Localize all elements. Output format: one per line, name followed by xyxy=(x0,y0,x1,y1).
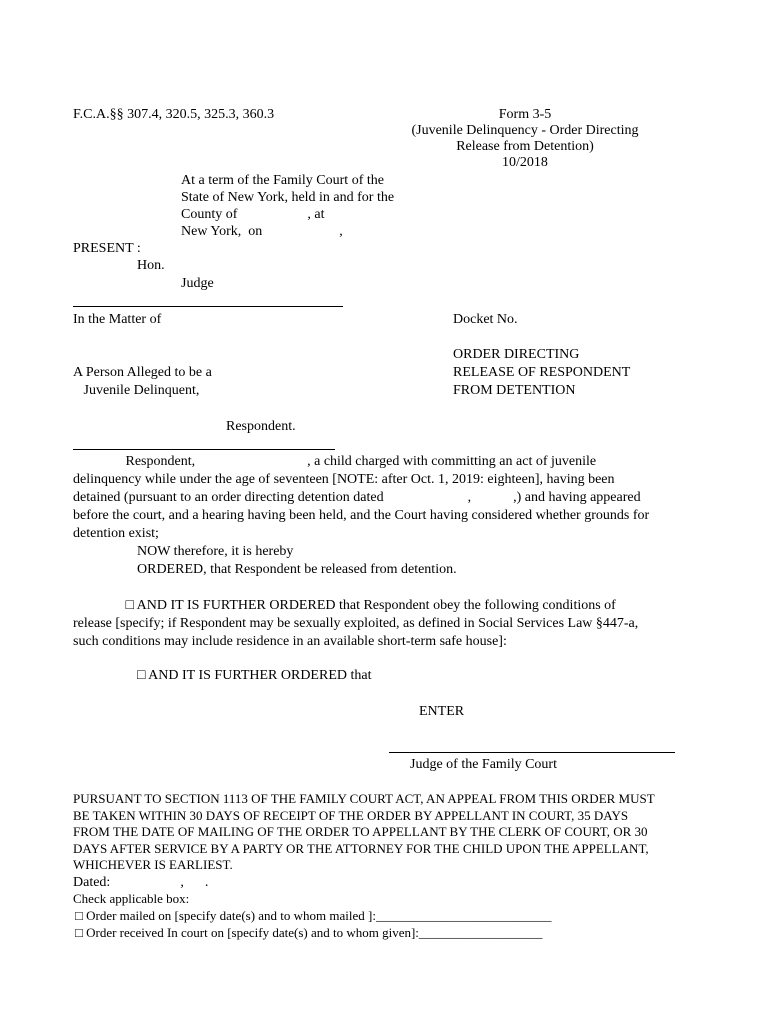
dated-field: Dated: , . xyxy=(73,875,209,890)
form-number: Form 3-5 xyxy=(498,107,552,122)
order-title xyxy=(453,346,630,400)
appeal-line: PURSUANT TO SECTION 1113 OF THE FAMILY COURT ACT, AN APPEAL FROM THIS ORDER MUST xyxy=(73,791,655,806)
body-line: detention exist; xyxy=(73,526,159,541)
respondent-label: Respondent. xyxy=(226,419,296,434)
form-subtitle: Release from Detention) xyxy=(456,139,594,154)
respondent-desc-line: A Person Alleged to be a xyxy=(73,365,212,380)
body-line: Respondent, , a child charged with committing an act of juvenile xyxy=(73,454,597,469)
caption-top-rule xyxy=(73,306,343,307)
court-term-line: County of , at xyxy=(181,207,325,222)
conditions-line: release [specify; if Respondent may be sexually exploited, as defined in Social Services Law §447-a, xyxy=(73,616,639,631)
check-applicable-label: Check applicable box: xyxy=(73,891,190,906)
order-received-checkbox[interactable]: □ Order received In court on [specify date(s) and to whom given]:___________________ xyxy=(75,925,543,940)
judge-label: Judge xyxy=(181,276,214,291)
form-id-block xyxy=(400,106,650,170)
form-type: (Juvenile Delinquency - Order Directing xyxy=(411,123,639,138)
body-paragraph xyxy=(73,453,713,543)
further-ordered-checkbox[interactable]: □ AND IT IS FURTHER ORDERED that xyxy=(137,668,372,683)
in-the-matter: In the Matter of xyxy=(73,312,162,327)
caption-bottom-rule xyxy=(73,449,335,450)
signature-line xyxy=(389,752,675,753)
respondent-description xyxy=(73,364,212,400)
court-term-line: State of New York, held in and for the xyxy=(181,190,395,205)
ordered-clause: ORDERED, that Respondent be released from detention. xyxy=(137,562,457,577)
appeal-line: WHICHEVER IS EARLIEST. xyxy=(73,857,233,872)
further-ordered-conditions xyxy=(73,597,713,651)
now-therefore: NOW therefore, it is hereby xyxy=(137,544,294,559)
order-title-line: ORDER DIRECTING xyxy=(453,347,580,362)
appeal-line: FROM THE DATE OF MAILING OF THE ORDER TO APPELLANT BY THE CLERK OF COURT, OR 30 xyxy=(73,824,648,839)
enter-label: ENTER xyxy=(419,704,465,719)
hon-label: Hon. xyxy=(137,258,165,273)
order-title-line: RELEASE OF RESPONDENT xyxy=(453,365,631,380)
order-mailed-checkbox[interactable]: □ Order mailed on [specify date(s) and to whom mailed ]:___________________________ xyxy=(75,908,552,923)
conditions-line: such conditions may include residence in an available short-term safe house]: xyxy=(73,634,507,649)
present-label: PRESENT : xyxy=(73,241,141,256)
form-date: 10/2018 xyxy=(502,155,548,170)
judge-signature-label: Judge of the Family Court xyxy=(410,757,557,772)
court-term-block xyxy=(181,172,394,240)
docket-number-label: Docket No. xyxy=(453,312,518,327)
respondent-desc-line: Juvenile Delinquent, xyxy=(73,383,200,398)
appeal-line: BE TAKEN WITHIN 30 DAYS OF RECEIPT OF THE ORDER BY APPELLANT IN COURT, 35 DAYS xyxy=(73,807,629,823)
appeal-line: DAYS AFTER SERVICE BY A PARTY OR THE ATTORNEY FOR THE CHILD UPON THE APPELLANT, xyxy=(73,840,649,856)
order-title-line: FROM DETENTION xyxy=(453,383,576,398)
statute-citation: F.C.A.§§ 307.4, 320.5, 325.3, 360.3 xyxy=(73,107,275,122)
body-line: delinquency while under the age of seventeen [NOTE: after Oct. 1, 2019: eighteen], having been xyxy=(73,472,615,487)
court-term-line: New York, on , xyxy=(181,224,343,239)
appeal-notice xyxy=(73,791,655,874)
court-term-line: At a term of the Family Court of the xyxy=(181,173,384,188)
body-line: detained (pursuant to an order directing detention dated , ,) and having appeared xyxy=(73,490,641,505)
body-line: before the court, and a hearing having been held, and the Court having considered whether grounds for xyxy=(73,508,650,523)
conditions-line: □ AND IT IS FURTHER ORDERED that Respondent obey the following conditions of xyxy=(73,598,616,613)
